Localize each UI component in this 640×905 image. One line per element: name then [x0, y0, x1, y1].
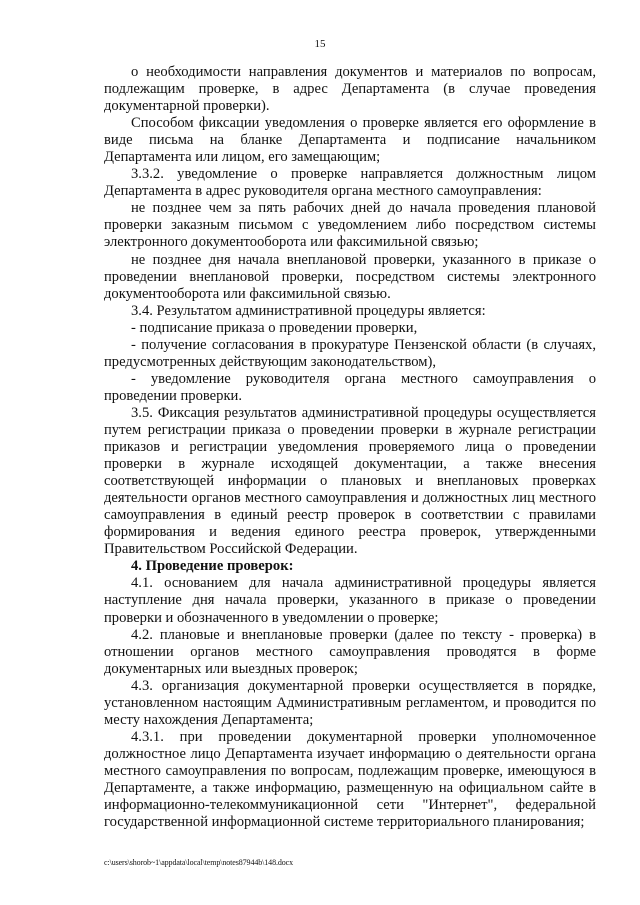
- paragraph: 4.1. основанием для начала административной процедуры является наступление дня начала проверки, указанного в приказе о проведении проверки и обозначенного в уведомлении о проверке;: [104, 575, 596, 626]
- paragraph: 3.3.2. уведомление о проверке направляется должностным лицом Департамента в адрес руководителя органа местного самоуправления:: [104, 166, 596, 200]
- list-item: - уведомление руководителя органа местного самоуправления о проведении проверки.: [104, 370, 596, 404]
- document-body: [104, 64, 596, 831]
- footer-file-path: c:\users\shorob~1\appdata\local\temp\notes87944b\148.docx: [104, 858, 294, 867]
- paragraph: не позднее чем за пять рабочих дней до начала проведения плановой проверки заказным письмом с уведомлением либо посредством системы электронного документооборота или факсимильной связью;: [104, 200, 596, 251]
- list-item: - получение согласования в прокуратуре Пензенской области (в случаях, предусмотренных действующим законодательством),: [104, 336, 596, 370]
- paragraph: 4.2. плановые и внеплановые проверки (далее по тексту - проверка) в отношении органов местного самоуправления проводятся в форме документарных или выездных проверок;: [104, 626, 596, 677]
- list-item: - подписание приказа о проведении проверки,: [131, 319, 418, 336]
- paragraph: 3.5. Фиксация результатов административной процедуры осуществляется путем регистрации приказа о проведении проверки в журнале регистрации приказов и регистрации уведомления проверяемого лица о проведении проверки в журнале исходящей документации, а также внесения соответствующей информации о плановых и внеплановых проверках деятельности органов местного самоуправления и должностных лиц местного самоуправления в единый реестр проверок в соответствии с правилами формирования и ведения единого реестра проверок, утвержденными Правительством Российской Федерации.: [104, 404, 596, 558]
- paragraph: 4.3.1. при проведении документарной проверки уполномоченное должностное лицо Департамента изучает информацию о деятельности органа местного самоуправления по вопросам, подлежащим проверке, имеющуюся в Департаменте, а также информацию, размещенную на официальном сайте в информационно-телекоммуникационной сети "Интернет", федеральной государственной информационной системе территориального планирования;: [104, 728, 596, 831]
- paragraph: Способом фиксации уведомления о проверке является его оформление в виде письма на бланке Департамента и подписание начальником Департамента или лицом, его замещающим;: [104, 115, 596, 166]
- section-heading: 4. Проведение проверок:: [131, 558, 294, 575]
- paragraph: 3.4. Результатом административной процедуры является:: [131, 302, 486, 319]
- paragraph: не позднее дня начала внеплановой проверки, указанного в приказе о проведении внеплановой проверки, посредством системы электронного документооборота или факсимильной связью.: [104, 251, 596, 302]
- page-number: 15: [314, 38, 326, 50]
- paragraph: о необходимости направления документов и материалов по вопросам, подлежащим проверке, в адрес Департамента (в случае проведения документарной проверки).: [104, 64, 596, 115]
- paragraph: 4.3. организация документарной проверки осуществляется в порядке, установленном настоящим Административным регламентом, и проводится по месту нахождения Департамента;: [104, 677, 596, 728]
